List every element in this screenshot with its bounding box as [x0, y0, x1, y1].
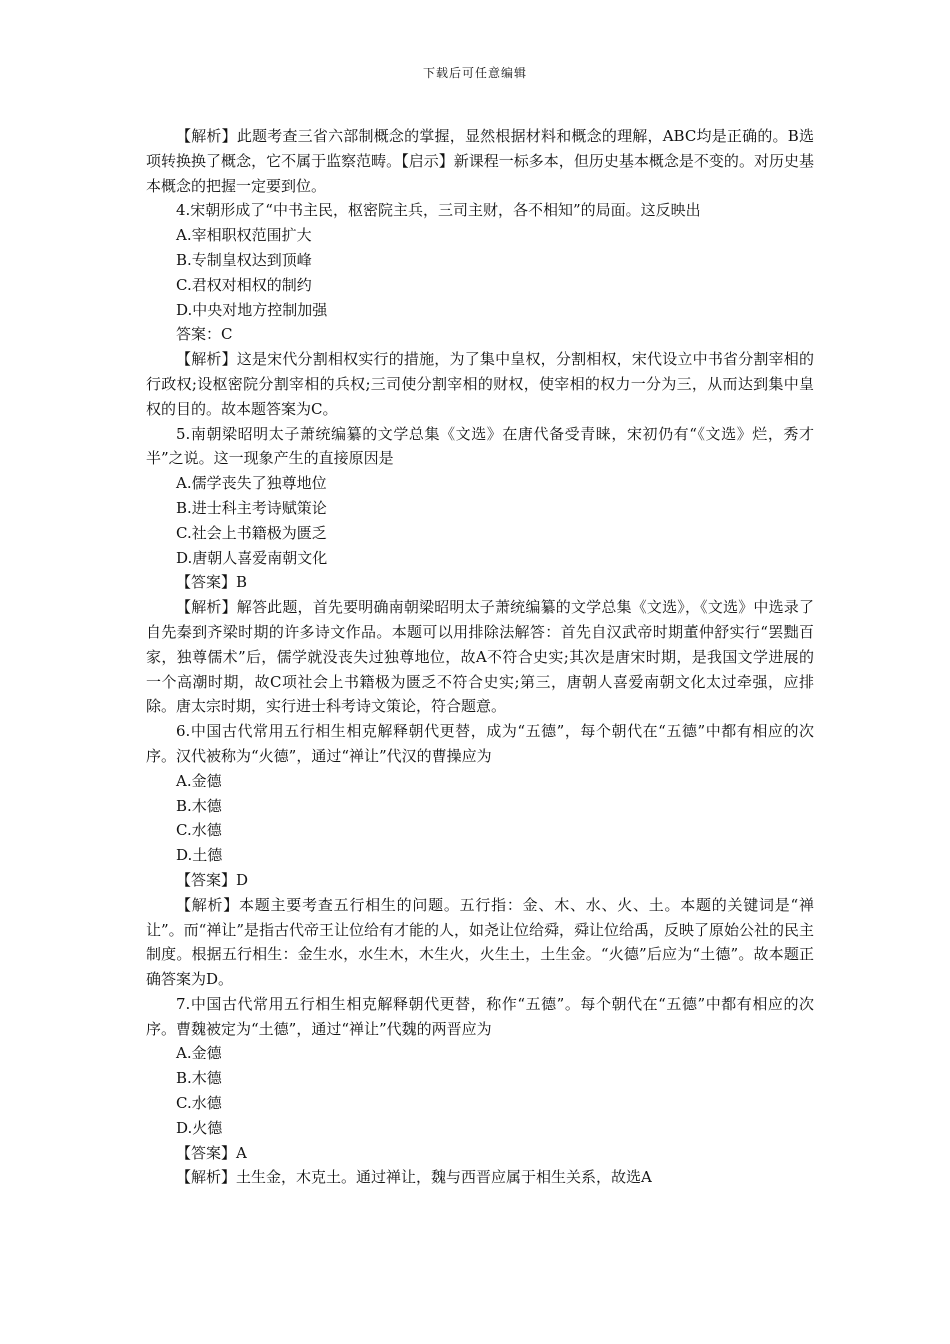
option-line: A.金德	[176, 1044, 222, 1063]
answer-line: 【答案】B	[176, 573, 248, 592]
option-line: C.水德	[176, 821, 222, 840]
option-line: D.唐朝人喜爱南朝文化	[176, 548, 328, 567]
answer-line: 答案：C	[176, 325, 233, 344]
option-line: C.水德	[176, 1094, 222, 1113]
option-line: C.社会上书籍极为匮乏	[176, 523, 327, 542]
option-line: B.木德	[176, 1069, 222, 1088]
answer-line: 【答案】D	[176, 870, 249, 889]
option-line: B.专制皇权达到顶峰	[176, 250, 312, 269]
option-line: D.中央对地方控制加强	[176, 300, 328, 319]
option-line: D.土德	[176, 846, 223, 865]
analysis-paragraph: 【解析】这是宋代分割相权实行的措施，为了集中皇权，分割相权，宋代设立中书省分割宰相的行政权;设枢密院分割宰相的兵权;三司使分割宰相的财权，使宰相的权力一分为三，从而达到集中皇权的目的。故本题答案为C。	[146, 350, 814, 418]
question-4: 4.宋朝形成了“中书主民，枢密院主兵，三司主财，各不相知”的局面。这反映出	[176, 201, 701, 220]
analysis-paragraph: 【解析】此题考查三省六部制概念的掌握，显然根据材料和概念的理解，ABC均是正确的。B选项转换换了概念，它不属于监察范畴。【启示】新课程一标多本，但历史基本概念是不变的。对历史基本概念的把握一定要到位。	[146, 127, 814, 195]
option-line: A.儒学丧失了独尊地位	[176, 474, 327, 493]
analysis-paragraph: 【解析】解答此题，首先要明确南朝梁昭明太子萧统编纂的文学总集《文选》，《文选》中选录了自先秦到齐梁时期的许多诗文作品。本题可以用排除法解答：首先自汉武帝时期董仲舒实行“罢黜百家，独尊儒术”后，儒学就没丧失过独尊地位，故A不符合史实;其次是唐宋时期，是我国文学进展的一个高潮时期，故C项社会上书籍极为匮乏不符合史实;第三，唐朝人喜爱南朝文化太过牵强，应排除。唐太宗时期，实行进士科考诗文策论，符合题意。	[146, 598, 814, 716]
option-line: C.君权对相权的制约	[176, 275, 312, 294]
option-line: A.金德	[176, 771, 222, 790]
question-7: 7.中国古代常用五行相生相克解释朝代更替，称作“五德”。每个朝代在“五德”中都有相应的次序。曹魏被定为“土德”，通过“禅让”代魏的两晋应为	[146, 994, 814, 1038]
option-line: B.进士科主考诗赋策论	[176, 498, 327, 517]
option-line: A.宰相职权范围扩大	[176, 226, 312, 245]
analysis-paragraph: 【解析】本题主要考查五行相生的问题。五行指：金、木、水、火、土。本题的关键词是“禅让”。而“禅让”是指古代帝王让位给有才能的人，如尧让位给舜，舜让位给禹，反映了原始公社的民主制度。根据五行相生：金生水，水生木，木生火，火生土，土生金。“火德”后应为“土德”。故本题正确答案为D。	[146, 895, 815, 989]
option-line: B.木德	[176, 796, 222, 815]
analysis-paragraph: 【解析】土生金，木克土。通过禅让，魏与西晋应属于相生关系，故选A	[176, 1168, 652, 1187]
option-line: D.火德	[176, 1118, 223, 1137]
question-6: 6.中国古代常用五行相生相克解释朝代更替，成为“五德”，每个朝代在“五德”中都有相应的次序。汉代被称为“火德”，通过“禅让”代汉的曹操应为	[146, 722, 814, 765]
question-5: 5.南朝梁昭明太子萧统编纂的文学总集《文选》在唐代备受青睐，宋初仍有“《文选》烂，秀才半”之说。这一现象产生的直接原因是	[146, 424, 814, 468]
page-header: 下载后可任意编辑	[422, 66, 527, 80]
document-body	[146, 124, 814, 1190]
answer-line: 【答案】A	[176, 1143, 247, 1162]
